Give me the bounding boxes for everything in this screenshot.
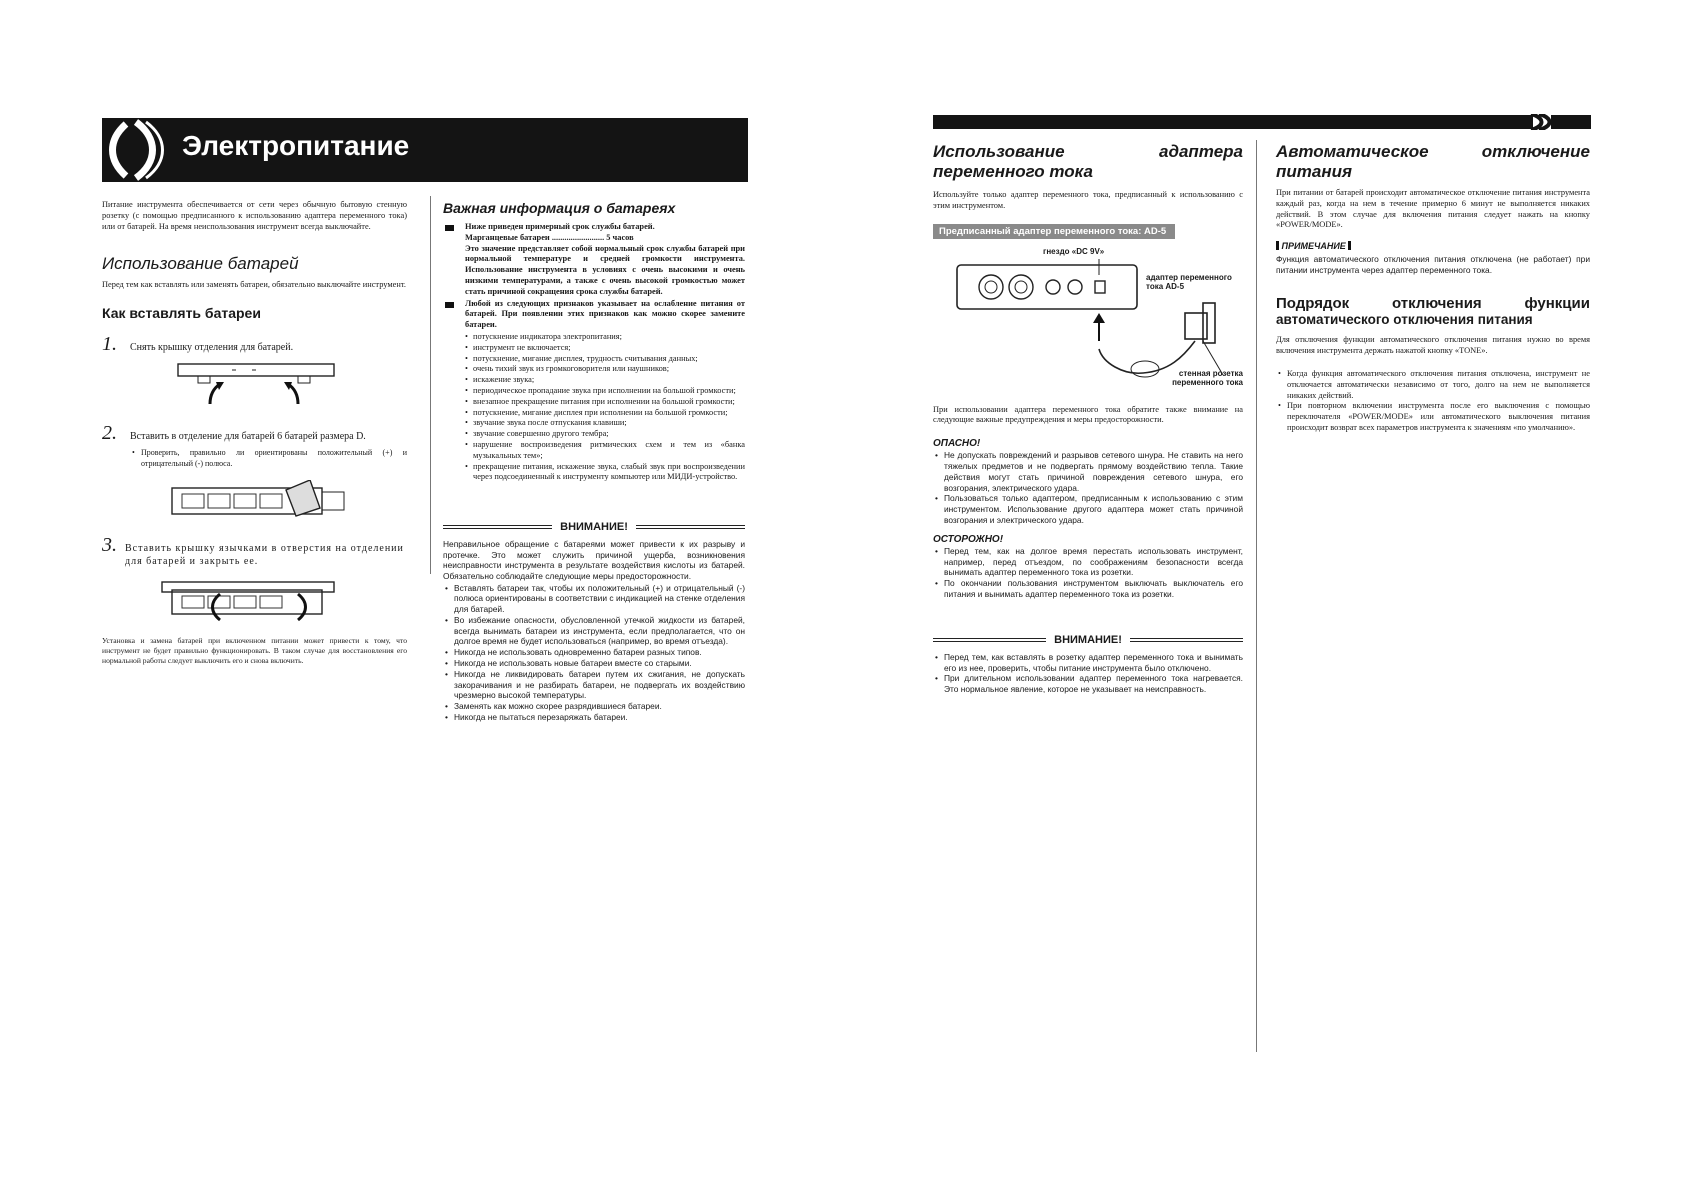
step-number: 1. [102,333,117,356]
adapter-note: При использовании адаптера переменного тока обратите также внимание на следующие важные предупреждения и меры предосторожности. [933,404,1243,425]
careful-list [933,546,1243,600]
step-note: • Проверить, правильно ли ориентированы положительный (+) и отрицательный (-) полюса. [130,448,407,470]
symptom-item: • потускнение, мигание дисплея при исполнении на большой громкости; [465,408,745,419]
adapter-diagram [933,245,1243,395]
careful-item: • Перед тем, как на долгое время перестать использовать инструмент, например, перед отъездом, по соображениям безопасности всегда вынимать адаптер переменного тока из розетки. [933,546,1243,578]
caution-item: • Вставлять батареи так, чтобы их положительный (+) и отрицательный (-) полюса ориентированы в соответствии с индикацией на стенке отделения для батарей. [443,583,745,615]
danger-list [933,450,1243,526]
symptom-item: • потускнение, мигание дисплея, трудность считывания данных; [465,354,745,365]
important-line: Это значение представляет собой нормальный срок службы батарей при нормальной температуре и средней громкости инструмента. Использование инструмента в условиях с очень высокими и очень низкими температурами, а также с очень высокой громкостью может стать причиной сокращения срока службы батарей. [465,243,745,296]
note-title: ПРИМЕЧАНИЕ [1281,241,1346,252]
step-text: Вставить крышку язычками в отверстия на отделении для батарей и закрыть ее. [125,542,404,567]
procedure-heading-word: Подрядок [1276,295,1350,313]
symptom-item: • искажение звука; [465,375,745,386]
symptom-list [465,332,745,483]
banner-bracket-icon [102,118,172,182]
step-2-notes [130,448,407,470]
important-heading: Важная информация о батареях [443,200,676,216]
caution-item: • Перед тем, как вставлять в розетку адаптер переменного тока и вынимать его из нее, проверить, чтобы питание инструмента было отключено. [933,652,1243,674]
adapter-model-band: Предписанный адаптер переменного тока: AD-5 [933,224,1175,239]
caution-item: • Никогда не пытаться перезаряжать батареи. [443,712,745,723]
auto-off-heading-word: отключение [1481,142,1590,161]
step-text: Вставить в отделение для батарей 6 батарей размера D. [130,431,366,443]
procedure-text: Для отключения функции автоматического отключения питания нужно во время включения инструмента держать нажатой кнопку «TONE». [1276,335,1590,356]
step-1 [102,333,407,356]
important-item [443,299,745,484]
adapter-heading-word: Использование [933,142,1065,161]
right-column-1 [933,142,1243,695]
step-number: 3. [102,533,117,556]
battery-compartment-illustration [102,480,407,526]
outlet-label: стенная розетка переменного тока [1172,368,1243,387]
danger-item: • Пользоваться только адаптером, предписанным к использованию с этим инструментом. Использование другого адаптера может стать причиной возгорания и электрического удара. [933,493,1243,525]
right-column-2 [1276,142,1590,434]
left-column-1 [102,200,407,666]
caution-heading [933,634,1243,646]
battery-footer-note: Установка и замена батарей при включенном питании может привести к тому, что инструмент не будет правильно функционировать. В таком случае для восстановления его нормальной работы следует выключить его и снова включить. [102,635,407,665]
careful-heading: ОСТОРОЖНО! [933,533,1004,545]
jack-label: гнездо «DC 9V» [1043,246,1105,256]
batteries-heading: Использование батарей [102,254,299,274]
caution-item: • При длительном использовании адаптер переменного тока нагревается. Это нормальное явление, которое не указывает на неисправность. [933,673,1243,695]
important-line: Ниже приведен примерный срок службы батарей. [465,222,655,231]
procedure-heading-word: отключения [1391,295,1482,313]
adapter-label: адаптер переменного тока AD-5 [1146,272,1232,291]
caution-item: • Никогда не использовать одновременно батареи разных типов. [443,647,745,658]
auto-off-heading-word: Автоматическое [1276,142,1429,161]
symptom-item: • потускнение индикатора электропитания; [465,332,745,343]
step-text: Снять крышку отделения для батарей. [130,342,294,354]
step-3 [102,534,407,568]
insert-heading: Как вставлять батареи [102,305,261,322]
battery-cover-close-illustration [102,572,407,626]
symptom-item: • прекращение питания, искажение звука, слабый звук при воспроизведении через подсоединенный к инструменту компьютер или МИДИ-устройство. [465,462,745,484]
caution-item: • Во избежание опасности, обусловленной утечкой жидкости из батарей, всегда вынимать батареи из инструмента, если предполагается, что он долгое время не будет использоваться (например, во время отъезда). [443,615,745,647]
left-column-2 [443,200,745,723]
danger-item: • Не допускать повреждений и разрывов сетевого шнура. Не ставить на него тяжелых предметов и не подвергать прямому воздействию тепла. Такие действия могут стать причиной повреждения сетевого шнура, его возгорания, электрического удара. [933,450,1243,493]
adapter-heading [933,142,1243,162]
caution-list [443,583,745,723]
auto-off-heading [1276,142,1590,162]
important-line: Любой из следующих признаков указывает на ослабление питания от батарей. При появлении этих признаков как можно скорее замените батареи. [465,298,745,330]
header-bar [933,114,1593,130]
procedure-item: • Когда функция автоматического отключения питания отключена, инструмент не отключается автоматически независимо от того, долго на нем не выполняется никаких действий. [1276,369,1590,401]
symptom-item: • периодическое пропадание звука при исполнении на большой громкости; [465,386,745,397]
title-banner [102,118,748,182]
caution-list [933,652,1243,695]
note-text: Функция автоматического отключения питания отключена (не работает) при питании инструмента через адаптер переменного тока. [1276,254,1590,275]
caution-text: Неправильное обращение с батареями может привести к их разрыву и протечке. Это может служить причиной ущерба, возникновения неисправности инструмента в результате воздействия кислоты из батарей. Обязательно соблюдайте следующие меры предосторожности. [443,539,745,581]
adapter-heading-word: адаптера [1159,142,1243,161]
step-2 [102,422,407,445]
caution-item: • Никогда не использовать новые батареи вместе со старыми. [443,658,745,669]
symptom-item: • нарушение воспроизведения ритмических схем и тем из «банка музыкальных тем»; [465,440,745,462]
important-list [443,222,745,483]
symptom-item: • очень тихий звук из громкоговорителя или наушников; [465,364,745,375]
symptom-item: • инструмент не включается; [465,343,745,354]
caution-title: ВНИМАНИЕ! [1054,633,1122,646]
column-divider [430,196,431,574]
important-line: Марганцевые батареи ......................... 5 часов [465,232,634,242]
auto-off-heading-line2: питания [1276,162,1353,181]
batteries-text: Перед тем как вставлять или заменять батареи, обязательно выключайте инструмент. [102,280,406,290]
danger-heading: ОПАСНО! [933,438,981,450]
important-item [443,222,745,298]
symptom-item: • звучание совершенно другого тембра; [465,429,745,440]
procedure-heading-word: функции [1524,295,1590,313]
caution-item: • Никогда не ликвидировать батареи путем их сжигания, не допускать закорачивания и не разбирать батареи, не подвергать их воздействию чрезмерно высокой температуры. [443,669,745,701]
careful-item: • По окончании пользования инструментом выключать выключатель его питания и вынимать адаптер переменного тока из розетки. [933,578,1243,600]
procedure-item: • При повторном включении инструмента после его выключения с помощью переключателя «POWER/MODE» или автоматического выключения питания происходит возврат всех параметров инструмента к значениям «по умолчанию». [1276,401,1590,433]
caution-heading [443,521,745,533]
caution-item: • Заменять как можно скорее разрядившиеся батареи. [443,701,745,712]
page-title: Электропитание [182,130,410,161]
symptom-item: • звучание звука после отпускания клавиши; [465,418,745,429]
auto-off-text: При питании от батарей происходит автоматическое отключение питания инструмента каждый раз, когда на нем в течение примерно 6 минут не выполняется никаких действий. В этом случае для включения питания следует нажать на кнопку «POWER/MODE». [1276,188,1590,230]
caution-title: ВНИМАНИЕ! [560,521,628,534]
procedure-heading [1276,295,1590,312]
step-number: 2. [102,422,117,445]
procedure-heading-line2: автоматического отключения питания [1276,312,1533,328]
column-divider [1256,140,1257,1052]
procedure-list [1276,369,1590,434]
intro-text: Питание инструмента обеспечивается от сети через обычную бытовую стенную розетку (с помощью предписанного к использованию адаптера переменного тока) или от батарей. На время неиспользования инструмент всегда выключайте. [102,200,407,231]
adapter-text: Используйте только адаптер переменного тока, предписанный к использованию с этим инструментом. [933,190,1243,210]
adapter-heading-line2: переменного тока [933,162,1093,181]
battery-cover-illustration [102,358,407,414]
adapter-connection-drawing [933,245,1243,395]
note-heading [1276,241,1590,251]
symptom-item: • внезапное прекращение питания при исполнении на большой громкости; [465,397,745,408]
